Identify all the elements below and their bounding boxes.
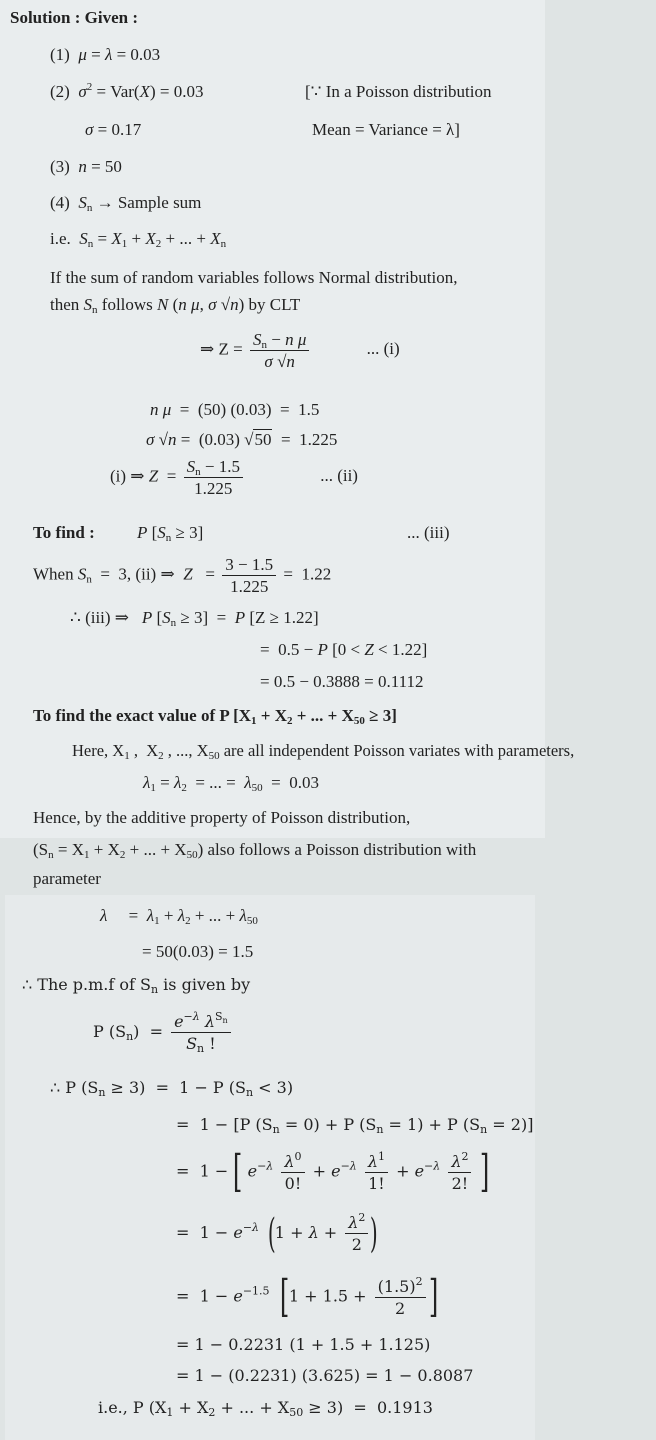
when-sn-3: When $S_n = 3$, (ii) ⇒ Z = $\frac{3 - 1.5}{1.225}$ = 1.22 [33,555,332,596]
exact-step-7: = 1 − (0.2231) (3.625) = 1 − 0.8087 [176,1366,474,1385]
parameter-word: parameter [33,869,101,888]
normal-approx-step-2: = 0.5 − P [0 < Z < 1.22] [260,640,428,659]
exact-step-2: = 1 − [P $(S_n = 0) + P$ $(S_n = 1) + P$ $(S_n = 2)$] [176,1115,534,1136]
final-answer: i.e., P ($X_1 + X_2$ + ... + $X_{50} \ge 3) = 0.1913$ [98,1398,433,1419]
lambda-value: = 50(0.03) = 1.5 [142,942,254,961]
exact-step-3: = 1 − [ $e^{-\lambda}$ $\frac{\lambda^0}{0!}$ + $e^{-\lambda}$ $\frac{\lambda^1}{1!}$ + $e^{-\lambda}$ $\frac{\lambda^2}{2!}$ ] [176,1146,489,1197]
lambda-equalities: $\lambda_1 = \lambda_2$ = ... = $\lambda_{50} = 0.03$ [143,773,319,794]
pmf-formula: P $(S_n)$ = $\frac{e^{-\lambda} \lambda^{S_n}}{S_n !}$ [93,1012,234,1053]
lambda-sum: λ = $\lambda_1 + \lambda_2$ + ... + $\lambda_{50}$ [100,906,258,927]
given-item-3: (3) n = 50 [50,157,122,176]
equation-i: ⇒ Z = $\frac{S_n - n \mu}{\sigma √n}$ ... (i) [200,330,400,371]
given-item-2: (2) $\sigma^2 = Var(X) = 0.03$ [50,81,204,101]
solution-heading: Solution : Given : [10,8,138,27]
additive-property-line: Hence, by the additive property of Poisson distribution, [33,808,411,827]
given-item-4: (4) $S_n$ → Sample sum [50,193,202,214]
clt-paragraph-line-1: If the sum of random variables follows Normal distribution, [50,268,458,287]
given-sigma: σ = 0.17 [85,120,142,139]
exact-step-6: = 1 − 0.2231 (1 + 1.5 + 1.125) [176,1335,431,1354]
clt-paragraph-line-2: then $S_n$ follows N (n μ, σ √n) by CLT [50,295,301,316]
exact-step-1: ∴ P $(S_n \ge 3) = 1 - P$ $(S_n < 3)$ [50,1078,294,1099]
independent-variates-line: Here, $X_1$ , $X_2$ , ..., $X_{50}$ are all independent Poisson variates with parameters, [72,741,575,762]
to-find-line: To find : P $[S_n \ge 3]$ [33,523,204,544]
pmf-intro: ∴ The p.m.f of $S_n$ is given by [22,975,251,996]
exact-value-heading: To find the exact value of P [$X_1 + X_2$ + ... + $X_{50} \ge 3$] [33,706,397,727]
exact-step-4: = $1 - e^{-\lambda}$ (1 + λ + $\frac{\lambda^2}{2}$ ) [176,1210,379,1257]
n-mu-calc: n μ = (50) (0.03) = 1.5 [150,400,320,419]
normal-approx-step-1: ∴ (iii) ⇒ P $[S_n \ge 3] = P$ [Z ≥ 1.22] [70,608,319,629]
sigma-root-n-calc: σ √n = (0.03) √50 = 1.225 [146,430,338,449]
sample-sum-definition: i.e. $S_n = X_1 + X_2$ + ... + $X_n$ [50,229,227,250]
exact-step-5: = $1 - e^{-1.5}$ [1 + 1.5 + $\frac{(1.5)^2}{2}$ ] [176,1271,438,1322]
equation-iii-tag: ... (iii) [407,523,450,542]
given-note-2: Mean = Variance = λ] [312,120,460,139]
equation-ii: (i) ⇒ Z = $\frac{S_n - 1.5}{1.225}$ ... (ii) [110,457,358,498]
poisson-sum-line: ($S_n = X_1 + X_2$ + ... + $X_{50}$) also follows a Poisson distribution with [33,840,477,861]
given-note-1: [∵ In a Poisson distribution [305,82,492,101]
normal-approx-result: = 0.5 − 0.3888 = 0.1112 [260,672,424,691]
given-item-1: (1) μ = λ = 0.03 [50,45,161,64]
